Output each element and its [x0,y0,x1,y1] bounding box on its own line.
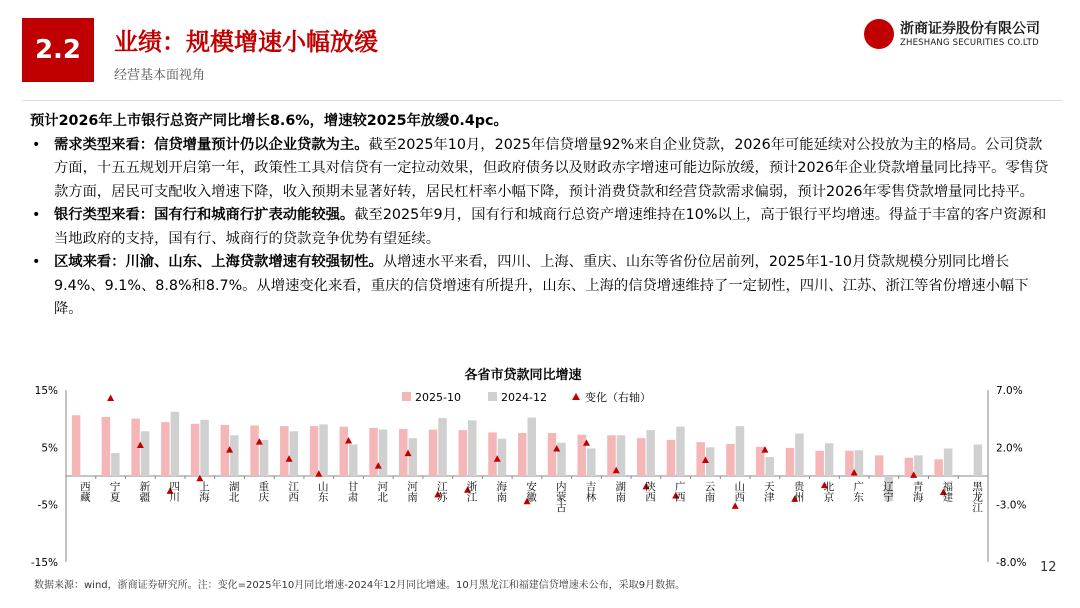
bar-2025-10 [815,451,824,476]
left-tick-label: 15% [34,385,58,397]
bar-2024-12 [260,440,269,476]
company-logo [864,17,1064,53]
header-divider [22,100,1062,101]
category-label: 湖北 [227,481,240,502]
bullet-region [30,251,1050,322]
bar-2024-12 [111,453,120,476]
bar-2024-12 [349,444,358,476]
bullet-heading: 区域来看：川渝、山东、上海贷款增速有较强韧性。 [54,254,383,270]
category-label: 新疆 [138,481,151,502]
right-tick-label: -8.0% [996,557,1027,569]
category-label: 内蒙古 [554,481,567,513]
bullet-bank-type [30,204,1050,251]
category-label: 福建 [941,481,954,502]
bar-2024-12 [914,455,923,476]
bar-2024-12 [230,435,239,476]
bar-2025-10 [429,430,438,476]
category-label: 宁夏 [108,481,121,502]
left-tick-label: 5% [41,442,58,455]
bullet-text: 截至2025年10月，2025年信贷增量92%来自企业贷款，2026年可能延续对公投放为主的格局。公司贷款方面，十五五规划开启第一年，政策性工具对信贷有一定拉动效果，但政府债务以及财政赤字增速可能边际放缓，预计2026年企业贷款增量同比持平。零售贷款方面，居民可支配收入增速下降，收入预期未显著好转，居民杠杆率小幅下降，预计消费贷款和经营贷款需求偏弱，预计2026年零售贷款增量同比持平。 [54,136,1049,200]
category-label: 上海 [197,481,210,502]
bar-2025-10 [548,433,557,476]
bar-2024-12 [319,424,328,476]
bar-2024-12 [765,457,774,476]
logo-cn-text: 浙商证券股份有限公司 [900,21,1040,37]
bar-2025-10 [250,426,258,476]
bar-2025-10 [875,455,884,476]
left-tick-label: -15% [30,557,58,569]
bar-2024-12 [617,435,626,476]
category-label: 山西 [733,481,746,502]
bar-2025-10 [905,458,914,476]
bullet-heading: 需求类型来看：信贷增量预计仍以企业贷款为主。 [54,136,369,153]
bar-2025-10 [191,424,200,476]
category-label: 北京 [822,481,835,502]
bar-2025-10 [667,440,676,476]
bar-2025-10 [280,426,289,476]
bar-2025-10 [518,433,527,476]
bar-2025-10 [310,426,319,476]
category-label: 河北 [376,481,389,502]
logo-en-text: ZHESHANG SECURITIES CO.LTD [900,38,1039,48]
bar-2025-10 [399,429,408,476]
legend-label-2: 变化（右轴） [585,391,651,404]
bar-2024-12 [438,418,447,476]
category-label: 四川 [168,481,181,502]
category-label: 重庆 [257,481,270,502]
legend-label-0: 2025-10 [415,391,461,404]
bar-2024-12 [290,431,299,476]
bar-2025-10 [637,438,646,476]
category-label: 辽宁 [881,481,894,502]
category-label: 安徽 [525,481,537,502]
bar-2024-12 [498,439,507,476]
bullet-dot: • [32,136,41,153]
category-label: 湖南 [614,481,627,502]
category-label: 吉林 [584,481,597,502]
bar-2024-12 [379,430,388,476]
page-number: 12 [1040,560,1057,575]
right-tick-label: 7.0% [996,385,1023,397]
category-label: 河南 [406,481,419,502]
category-label: 云南 [703,481,716,502]
bar-2025-10 [934,459,943,476]
legend-marker-2 [572,393,580,400]
bullet-dot: • [32,207,41,223]
section-number: 2.2 [22,18,94,82]
bar-2024-12 [200,420,209,476]
bar-2025-10 [696,442,705,476]
category-label: 江西 [287,481,300,502]
bar-2025-10 [161,422,170,476]
category-label: 海南 [495,481,508,502]
category-label: 广东 [852,481,865,502]
bar-2024-12 [736,426,745,476]
bar-2024-12 [171,412,180,476]
bar-2024-12 [587,448,596,476]
bar-2025-10 [488,432,497,476]
bullet-dot: • [32,254,41,270]
bullet-text: 从增速水平来看，四川、上海、重庆、山东等省份位居前列，2025年1-10月贷款规模分别同比增长9.4%、9.1%、8.8%和8.7%。从增速变化来看，重庆的信贷增速有所提升，山东、上海的信贷增速维持了一定韧性，四川、江苏、浙江等省份增速小幅下降。 [54,254,1029,317]
bar-2025-10 [607,435,616,476]
bar-2024-12 [825,443,834,476]
marker-change [107,395,114,402]
bar-2025-10 [102,417,111,476]
bar-2025-10 [369,428,378,476]
bar-2025-10 [72,415,81,476]
bar-2025-10 [845,451,854,476]
footnote: 数据来源：wind，浙商证券研究所。注：变化=2025年10月同比增速-2024年12月同比增速。10月黑龙江和福建信贷增速未公布，采取9月数据。 [34,580,686,591]
right-tick-label: -3.0% [996,499,1027,512]
left-tick-label: -5% [37,499,58,512]
category-label: 浙江 [465,481,478,502]
legend-label-1: 2024-12 [501,391,547,404]
bullet-text: 截至2025年9月，国有行和城商行总资产增速维持在10%以上，高于银行平均增速。得益于丰富的客户资源和当地政府的支持，国有行、城商行的贷款竞争优势有望延续。 [54,207,1047,247]
page-title: 业绩：规模增速小幅放缓 [114,28,378,56]
bar-2024-12 [855,450,864,476]
category-label: 黑龙江 [971,481,984,513]
bar-2024-12 [944,448,953,476]
category-label: 甘肃 [346,481,359,502]
category-label: 贵州 [792,481,805,502]
bar-2025-10 [726,444,735,476]
marker-change [732,502,739,509]
bullet-heading: 银行类型来看：国有行和城商行扩表动能较强。 [54,207,355,223]
category-label: 山东 [316,481,329,502]
body-text [30,110,1050,322]
bar-2025-10 [340,427,349,476]
page-subtitle: 经营基本面视角 [114,68,206,83]
legend-swatch-1 [488,392,497,401]
bar-2025-10 [577,435,586,476]
bar-2024-12 [141,431,150,476]
category-label: 天津 [762,481,775,502]
bar-2024-12 [468,420,477,476]
lead-sentence: 预计2026年上市银行总资产同比增长8.6%，增速较2025年放缓0.4pc。 [30,113,508,129]
category-label: 西藏 [78,481,91,502]
legend-swatch-0 [402,392,411,401]
category-label: 青海 [911,481,924,502]
category-label: 广西 [673,481,686,502]
bar-2024-12 [974,444,983,476]
bar-2024-12 [528,418,537,476]
bar-2024-12 [795,434,804,476]
bullet-demand [30,134,1050,205]
bar-2025-10 [786,448,795,476]
bar-2024-12 [409,438,418,476]
bar-2024-12 [646,430,655,476]
bar-2025-10 [459,430,468,476]
category-label: 陕西 [643,481,656,502]
logo-emblem-icon [864,19,894,49]
bar-2024-12 [676,427,685,476]
loan-growth-chart [0,362,1080,582]
chart-title: 各省市贷款同比增速 [464,368,582,383]
category-label: 江苏 [435,481,448,502]
right-tick-label: 2.0% [996,442,1023,455]
bar-2024-12 [557,443,566,476]
